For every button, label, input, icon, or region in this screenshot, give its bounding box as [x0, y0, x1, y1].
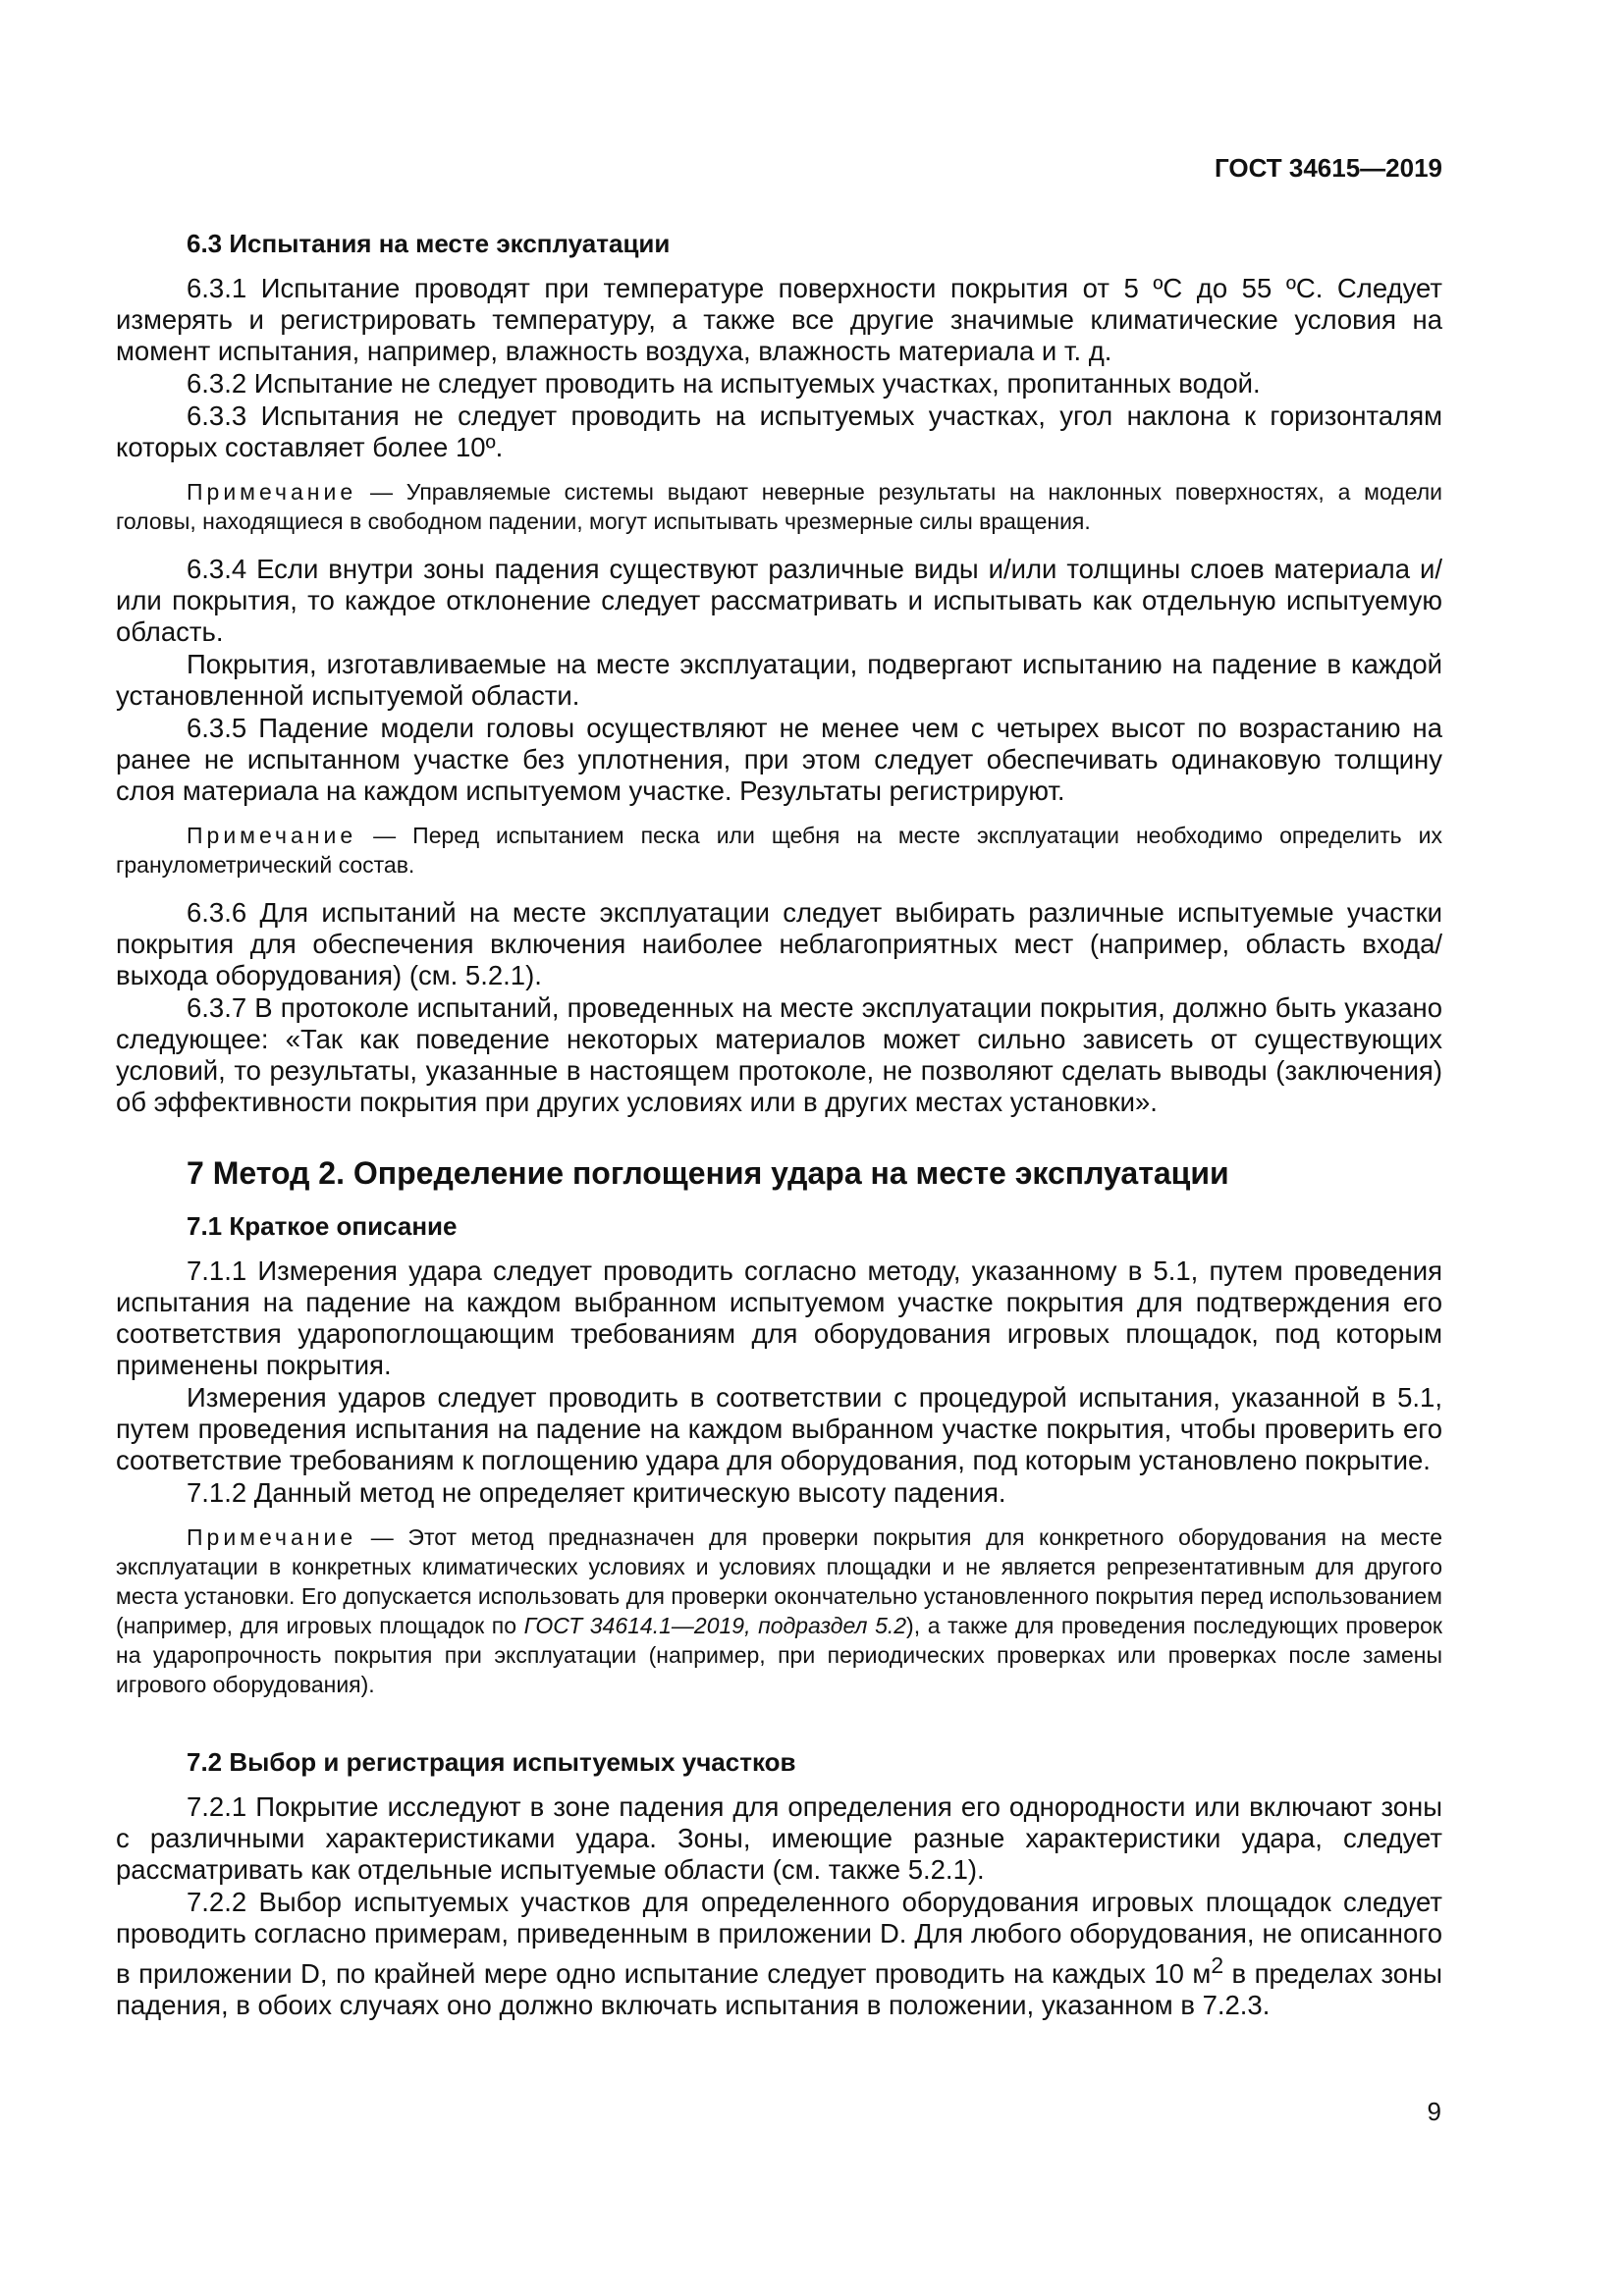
- section-7-title: 7 Метод 2. Определение поглощения удара на месте эксплуатации: [187, 1155, 1229, 1191]
- paragraph-7-1-1-continued: Измерения ударов следует проводить в соответствии с процедурой испытания, указанной в 5.1, путем проведения испытания на падение на каждом выбранном участке покрытия, чтобы проверить его соответствие требованиям к поглощению удара для оборудования, под которым установлено покрытие.: [116, 1382, 1442, 1475]
- paragraph-7-2-2: [116, 1887, 1442, 2021]
- note-3: [116, 1522, 1442, 1699]
- paragraph-6-3-4-continued: Покрытия, изготавливаемые на месте эксплуатации, подвергают испытанию на падение в каждой установленной испытуемой области.: [116, 649, 1442, 711]
- page-number: 9: [1427, 2097, 1441, 2126]
- note-2: [116, 821, 1442, 880]
- paragraph-6-3-7: 6.3.7 В протоколе испытаний, проведенных на месте эксплуатации покрытия, должно быть указано следующее: «Так как поведение некоторых материалов может сильно зависеть от существующих условий, то результаты, указанные в настоящем протоколе, не позволяют сделать выводы (заключения) об эффективности покрытия при других условиях или в других местах установки».: [116, 992, 1442, 1117]
- paragraph-6-3-4: 6.3.4 Если внутри зоны падения существуют различные виды и/или толщины слоев материала и/или покрытия, то каждое отклонение следует рассматривать и испытывать как отдельную испытуемую область.: [116, 554, 1442, 647]
- superscript: 2: [1211, 1952, 1224, 1978]
- paragraph-6-3-1: 6.3.1 Испытание проводят при температуре поверхности покрытия от 5 ºС до 55 ºС. Следует измерять и регистрировать температуру, а также все другие значимые климатические условия на момент испытания, например, влажность воздуха, влажность материала и т. д.: [116, 273, 1442, 366]
- paragraph-7-1-1: 7.1.1 Измерения удара следует проводить согласно методу, указанному в 5.1, путем проведения испытания на падение на каждом выбранном испытуемом участке покрытия для подтверждения его соответствия ударопоглощающим требованиям для оборудования игровых площадок, под которым применены покрытия.: [116, 1255, 1442, 1380]
- paragraph-7-1-2: 7.1.2 Данный метод не определяет критическую высоту падения.: [187, 1477, 1006, 1508]
- note-label: Примечание: [187, 1524, 357, 1550]
- paragraph-6-3-2: 6.3.2 Испытание не следует проводить на испытуемых участках, пропитанных водой.: [187, 368, 1261, 399]
- section-7-2-title: 7.2 Выбор и регистрация испытуемых участков: [187, 1747, 796, 1777]
- note-text: — Этот метод предназначен для проверки покрытия для конкретного оборудования на месте эксплуатации в конкретных климатических условиях и условиях площадки и не является репрезентативным для другого места установки. Его допускается использовать для проверки окончательно установленного покрытия перед использованием (например, для игровых площадок по: [116, 1524, 1442, 1638]
- note-label: Примечание: [187, 823, 357, 848]
- document-header: ГОСТ 34615—2019: [1215, 153, 1442, 183]
- note-text: — Перед испытанием песка или щебня на месте эксплуатации необходимо определить их гранулометрический состав.: [116, 823, 1442, 878]
- paragraph-text: 7.2.2 Выбор испытуемых участков для определенного оборудования игровых площадок следует проводить согласно примерам, приведенным в приложении D. Для любого оборудования, не описанного в приложении D, по крайней мере одно испытание следует проводить на каждых 10 м: [116, 1887, 1442, 1990]
- note-reference: ГОСТ 34614.1—2019, подраздел 5.2: [523, 1613, 907, 1638]
- note-1: [116, 477, 1442, 536]
- note-text-end: ), а также для проведения последующих проверок на ударопрочность покрытия при эксплуатации (например, при периодических проверках или проверках после замены игрового оборудования).: [116, 1613, 1442, 1697]
- paragraph-6-3-6: 6.3.6 Для испытаний на месте эксплуатации следует выбирать различные испытуемые участки покрытия для обеспечения включения наиболее неблагоприятных мест (например, область входа/выхода оборудования) (см. 5.2.1).: [116, 897, 1442, 990]
- paragraph-7-2-1: 7.2.1 Покрытие исследуют в зоне падения для определения его однородности или включают зоны с различными характеристиками удара. Зоны, имеющие разные характеристики удара, следует рассматривать как отдельные испытуемые области (см. также 5.2.1).: [116, 1791, 1442, 1885]
- note-label: Примечание: [187, 479, 357, 505]
- note-text: — Управляемые системы выдают неверные результаты на наклонных поверхностях, а модели головы, находящиеся в свободном падении, могут испытывать чрезмерные силы вращения.: [116, 479, 1442, 534]
- document-body: [116, 228, 1442, 2022]
- paragraph-6-3-5: 6.3.5 Падение модели головы осуществляют не менее чем с четырех высот по возрастанию на ранее не испытанном участке без уплотнения, при этом следует обеспечивать одинаковую толщину слоя материала на каждом испытуемом участке. Результаты регистрируют.: [116, 713, 1442, 806]
- paragraph-6-3-3: 6.3.3 Испытания не следует проводить на испытуемых участках, угол наклона к горизонталям которых составляет более 10º.: [116, 400, 1442, 462]
- paragraph-text-end: в пределах зоны падения, в обоих случаях оно должно включать испытания в положении, указанном в 7.2.3.: [116, 1958, 1442, 2021]
- section-7-1-title: 7.1 Краткое описание: [187, 1211, 458, 1241]
- section-6-3-title: 6.3 Испытания на месте эксплуатации: [187, 229, 671, 258]
